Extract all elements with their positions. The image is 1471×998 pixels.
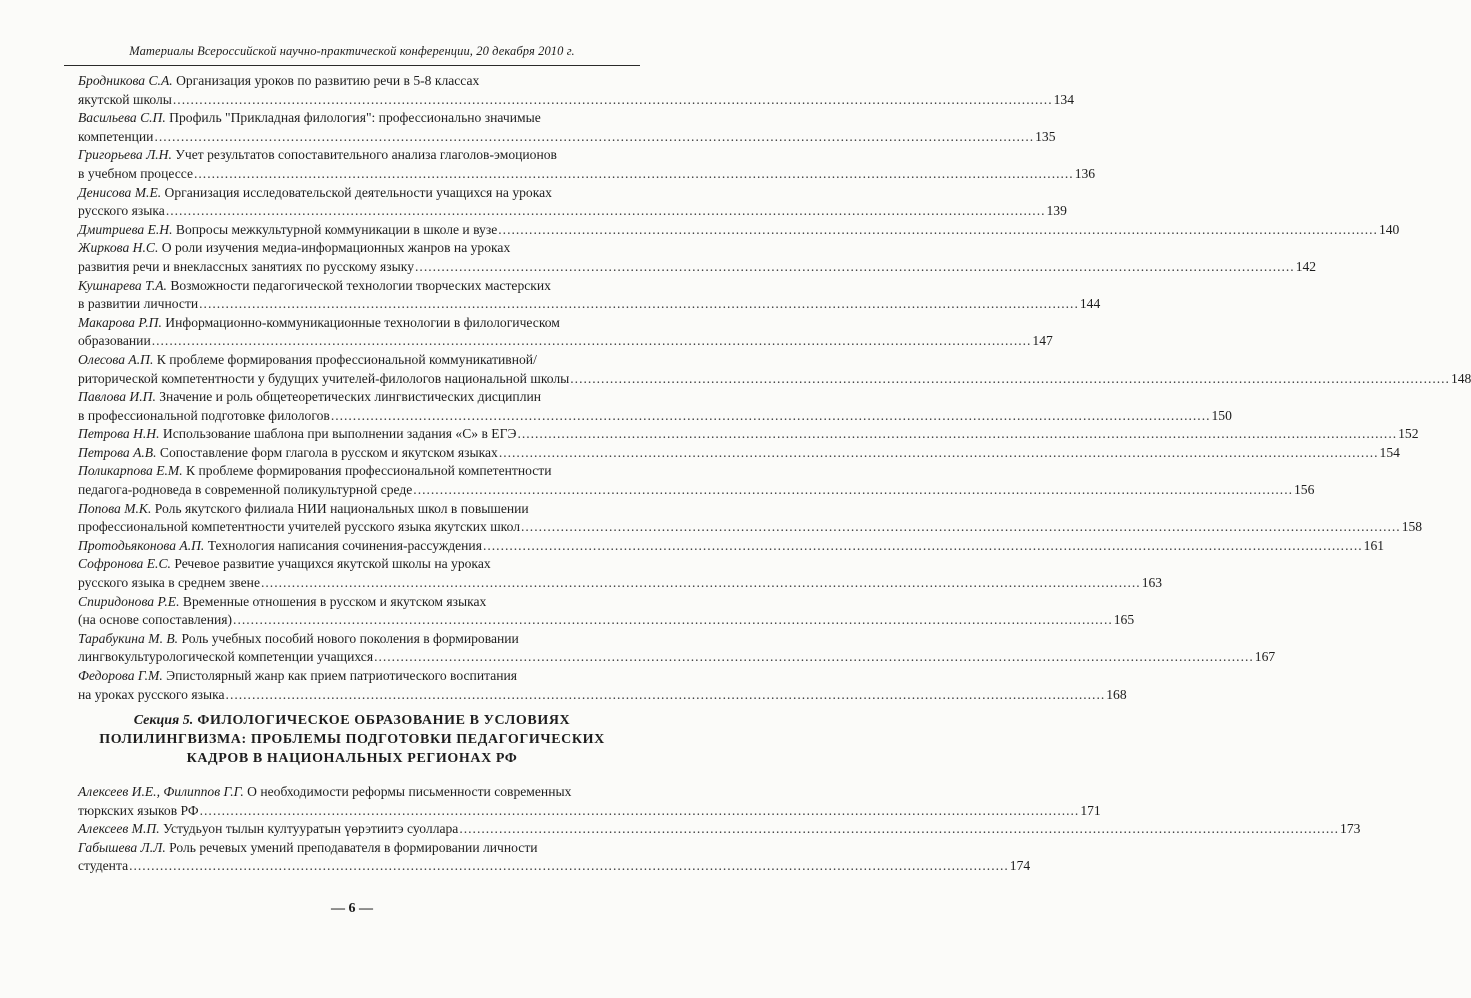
toc-entry-title-cont: развития речи и внеклассных занятиях по русскому языку xyxy=(78,258,415,274)
toc-entry-title: Возможности педагогической технологии творческих мастерских xyxy=(166,277,551,293)
dot-leader: ........................................................................................................................................................................................................ xyxy=(261,575,1141,591)
toc-entry-line xyxy=(78,351,626,370)
toc-entry-title-cont: студента xyxy=(78,858,129,874)
toc-entry-line xyxy=(78,839,626,858)
toc-entry-title-start xyxy=(78,425,516,444)
toc-entry-page: 173 xyxy=(1340,821,1361,837)
toc-entry-author: Тарабукина М. В. xyxy=(78,630,179,646)
section-label: Секция 5. xyxy=(133,713,194,728)
toc-entry-author: Спиридонова Р.Е. xyxy=(78,593,180,609)
toc-entry-title: Сопоставление форм глагола в русском и якутском языках xyxy=(156,444,498,460)
toc-entry-title-start xyxy=(78,631,519,646)
dot-leader: ........................................................................................................................................................................................................ xyxy=(225,686,1106,702)
toc-entry-title: Значение и роль общетеоретических лингвистических дисциплин xyxy=(155,389,542,405)
toc-entry-line xyxy=(78,574,1163,593)
toc-entry-title-start xyxy=(78,594,486,609)
toc-entry xyxy=(78,72,1074,109)
dot-leader: ........................................................................................................................................................................................................ xyxy=(330,407,1211,423)
dot-leader: ........................................................................................................................................................................................................ xyxy=(165,203,1046,219)
toc-entry-title: Технология написания сочинения-рассуждения xyxy=(204,537,482,553)
section-title-line3: КАДРОВ В НАЦИОНАЛЬНЫХ РЕГИОНАХ РФ xyxy=(186,751,518,766)
toc-entry xyxy=(78,314,1053,351)
toc-entry-line xyxy=(78,72,626,91)
toc-entry-author: Протодьяконова А.П. xyxy=(78,537,205,553)
toc-entry-title-cont: на уроках русского языка xyxy=(78,686,225,702)
toc-entry-title-start xyxy=(78,668,517,683)
toc-entry-author: Попова М.К. xyxy=(78,500,152,516)
dot-leader: ........................................................................................................................................................................................................ xyxy=(172,91,1053,107)
toc-entry-title-cont: тюркских языков РФ xyxy=(78,802,199,818)
toc-entry xyxy=(78,388,1232,425)
toc-entry-title-start xyxy=(78,784,571,799)
toc-entry-title-cont: в учебном процессе xyxy=(78,165,193,181)
toc-entry-line xyxy=(78,146,626,165)
dot-leader: ........................................................................................................................................................................................................ xyxy=(199,802,1080,818)
toc-entry-title-start xyxy=(78,537,482,556)
toc-entry-author: Алексеев И.Е., Филиппов Г.Г. xyxy=(78,784,244,799)
toc-entry-author: Денисова М.Е. xyxy=(78,184,162,200)
toc-entry-title-cont: компетенции xyxy=(78,128,154,144)
toc-entry-line xyxy=(78,332,1053,351)
toc-entry-line xyxy=(78,555,626,574)
toc-entry xyxy=(78,630,1276,667)
toc-entry-line xyxy=(78,444,1400,463)
toc-entry-title: Временные отношения в русском и якутском языках xyxy=(179,593,487,609)
toc-entry-page: 152 xyxy=(1398,426,1419,442)
toc-entry-line xyxy=(78,202,1067,221)
toc-entry-author: Олесова А.П. xyxy=(78,351,154,367)
dot-leader: ........................................................................................................................................................................................................ xyxy=(570,370,1450,386)
toc-entry-title-cont: русского языка xyxy=(78,203,165,219)
toc-entry-title-cont: в развитии личности xyxy=(78,296,199,312)
toc-entry xyxy=(78,667,1127,704)
toc-entry-line xyxy=(78,648,1276,667)
toc-entry-line xyxy=(78,593,626,612)
dot-leader: ........................................................................................................................................................................................................ xyxy=(459,821,1340,837)
toc-entry-author: Поликарпова Е.М. xyxy=(78,463,183,479)
toc-entry-line xyxy=(78,295,1101,314)
toc-entry-line xyxy=(78,184,626,203)
dot-leader: ........................................................................................................................................................................................................ xyxy=(415,258,1295,274)
toc-entry-page: 136 xyxy=(1074,165,1096,181)
toc-entry xyxy=(78,783,1101,820)
dot-leader: ........................................................................................................................................................................................................ xyxy=(498,221,1378,237)
toc-list-top xyxy=(78,72,1471,704)
toc-entry xyxy=(78,146,1096,183)
toc-list-bottom xyxy=(78,783,1361,876)
section-title-line1: ФИЛОЛОГИЧЕСКОЕ ОБРАЗОВАНИЕ В УСЛОВИЯХ xyxy=(197,713,571,728)
toc-entry-line xyxy=(78,91,1074,110)
toc-entry-line xyxy=(78,407,1232,426)
toc-entry-line xyxy=(78,686,1127,705)
toc-entry-title: Профиль "Прикладная филология": профессионально значимые xyxy=(165,110,541,126)
toc-entry-page: 171 xyxy=(1080,802,1101,818)
toc-entry-author: Алексеев М.П. xyxy=(78,821,160,837)
toc-entry-line xyxy=(78,462,626,481)
toc-entry-line xyxy=(78,425,1419,444)
dot-leader: ........................................................................................................................................................................................................ xyxy=(521,519,1401,535)
toc-entry-author: Федорова Г.М. xyxy=(78,668,163,683)
toc-entry-line xyxy=(78,128,1056,147)
toc-entry-title: О необходимости реформы письменности современных xyxy=(243,784,572,799)
toc-entry xyxy=(78,109,1056,146)
toc-entry-line xyxy=(78,783,626,802)
toc-entry xyxy=(78,221,1400,240)
toc-entry xyxy=(78,820,1361,839)
toc-entry-author: Кушнарева Т.А. xyxy=(78,277,167,293)
toc-entry-author: Григорьева Л.Н. xyxy=(78,147,172,163)
toc-entry-title: Роль речевых умений преподавателя в формировании личности xyxy=(165,839,538,855)
toc-entry-author: Макарова Р.П. xyxy=(78,314,162,330)
toc-entry-title: Организация исследовательской деятельности учащихся на уроках xyxy=(161,184,552,200)
dot-leader: ........................................................................................................................................................................................................ xyxy=(194,165,1074,181)
toc-entry-title-start xyxy=(78,501,529,516)
toc-entry-title-start xyxy=(78,840,538,855)
toc-entry-line xyxy=(78,314,626,333)
dot-leader: ........................................................................................................................................................................................................ xyxy=(129,858,1009,874)
toc-entry-title: Учет результатов сопоставительного анализа глаголов-эмоционов xyxy=(171,147,557,163)
dot-leader: ........................................................................................................................................................................................................ xyxy=(154,128,1035,144)
toc-entry-author: Васильева С.П. xyxy=(78,110,166,126)
toc-entry-title-start xyxy=(78,278,551,293)
dot-leader: ........................................................................................................................................................................................................ xyxy=(199,296,1079,312)
toc-entry-author: Дмитриева Е.Н. xyxy=(78,221,173,237)
toc-entry-line xyxy=(78,802,1101,821)
toc-entry-page: 139 xyxy=(1046,203,1067,219)
toc-entry-line xyxy=(78,820,1361,839)
toc-entry xyxy=(78,425,1419,444)
toc-entry-title-start xyxy=(78,820,458,839)
toc-entry-title-cont: якутской школы xyxy=(78,91,172,107)
toc-entry-line xyxy=(78,277,626,296)
toc-entry-title-start xyxy=(78,315,560,330)
dot-leader: ........................................................................................................................................................................................................ xyxy=(151,333,1032,349)
section-heading xyxy=(78,711,626,768)
toc-entry-title-cont: лингвокультурологической компетенции учащихся xyxy=(78,649,374,665)
toc-entry-title-start xyxy=(78,73,479,88)
dot-leader: ........................................................................................................................................................................................................ xyxy=(482,537,1363,553)
toc-entry-line xyxy=(78,518,1423,537)
toc-entry-title-start xyxy=(78,110,541,125)
toc-entry-page: 140 xyxy=(1378,221,1400,237)
toc-entry-title-start xyxy=(78,556,491,571)
toc-entry-author: Петрова Н.Н. xyxy=(78,426,160,442)
toc-entry-title: Устудьуон тылын култууратын үөрэтиитэ суоллара xyxy=(159,821,459,837)
toc-entry-page: 174 xyxy=(1009,858,1031,874)
toc-entry-title: К проблеме формирования профессиональной компетентности xyxy=(182,463,552,479)
toc-entry-title: Роль учебных пособий нового поколения в формировании xyxy=(178,630,519,646)
toc-entry-title-start xyxy=(78,147,557,162)
toc-entry-title-cont: образовании xyxy=(78,333,151,349)
toc-entry-title-cont: в профессиональной подготовке филологов xyxy=(78,407,330,423)
toc-entry-page: 156 xyxy=(1293,482,1315,498)
toc-entry xyxy=(78,444,1400,463)
toc-entry-page: 148 xyxy=(1450,370,1471,386)
toc-entry-title: Эпистолярный жанр как прием патриотического воспитания xyxy=(162,668,518,683)
running-header: Материалы Всероссийской научно-практической конференции, 20 декабря 2010 г. xyxy=(64,44,640,66)
toc-entry-line xyxy=(78,388,626,407)
toc-entry-title-start xyxy=(78,463,552,478)
toc-entry-title: Речевое развитие учащихся якутской школы на уроках xyxy=(170,556,491,572)
toc-entry-line xyxy=(78,537,1385,556)
toc-entry-author: Софронова Е.С. xyxy=(78,556,171,572)
toc-entry-author: Жиркова Н.С. xyxy=(78,240,159,256)
section-title-line2: ПОЛИЛИНГВИЗМА: ПРОБЛЕМЫ ПОДГОТОВКИ ПЕДАГОГИЧЕСКИХ xyxy=(99,732,605,747)
toc-entry-line xyxy=(78,611,1135,630)
toc-entry-page: 154 xyxy=(1379,444,1400,460)
toc-entry xyxy=(78,462,1315,499)
toc-entry-title: О роли изучения медиа-информационных жанров на уроках xyxy=(158,240,511,256)
toc-entry-line xyxy=(78,165,1096,184)
toc-entry xyxy=(78,537,1385,556)
toc-entry xyxy=(78,555,1163,592)
toc-entry-title: Организация уроков по развитию речи в 5-8 классах xyxy=(172,73,480,88)
toc-entry-title: К проблеме формирования профессиональной коммуникативной/ xyxy=(153,351,537,367)
toc-entry-line xyxy=(78,481,1315,500)
toc-entry-page: 158 xyxy=(1401,519,1423,535)
toc-entry-page: 167 xyxy=(1254,649,1276,665)
toc-entry-page: 150 xyxy=(1211,407,1232,423)
toc-entry xyxy=(78,500,1423,537)
toc-entry-title-cont: (на основе сопоставления) xyxy=(78,612,233,628)
toc-entry xyxy=(78,839,1031,876)
section-heading-line1 xyxy=(78,711,626,730)
toc-entry xyxy=(78,184,1067,221)
toc-entry-line xyxy=(78,221,1400,240)
toc-entry-title: Использование шаблона при выполнении задания «С» в ЕГЭ xyxy=(159,426,517,442)
toc-entry-title-start xyxy=(78,389,541,404)
dot-leader: ........................................................................................................................................................................................................ xyxy=(413,482,1293,498)
toc-entry-line xyxy=(78,500,626,519)
toc-entry xyxy=(78,351,1471,388)
toc-entry-author: Бродникова С.А. xyxy=(78,73,173,88)
toc-entry-author: Павлова И.П. xyxy=(78,389,156,405)
toc-entry xyxy=(78,239,1317,276)
toc-entry-title-start xyxy=(78,352,537,367)
toc-entry-page: 163 xyxy=(1141,575,1163,591)
toc-entry-title: Вопросы межкультурной коммуникации в школе и вузе xyxy=(172,221,498,237)
toc-entry-line xyxy=(78,258,1317,277)
toc-entry-title-cont: русского языка в среднем звене xyxy=(78,575,260,591)
toc-entry-title: Информационно-коммуникационные технологии в филологическом xyxy=(161,314,560,330)
toc-entry-page: 161 xyxy=(1363,537,1385,553)
toc-entry-author: Петрова А.В. xyxy=(78,444,157,460)
toc-entry-title-cont: педагога-родноведа в современной поликультурной среде xyxy=(78,482,413,498)
toc-entry-page: 134 xyxy=(1053,91,1074,107)
toc-entry-line xyxy=(78,109,626,128)
toc-entry-title-start xyxy=(78,221,497,240)
toc-entry-page: 144 xyxy=(1079,296,1101,312)
toc-entry-line xyxy=(78,630,626,649)
toc-entry-title-start xyxy=(78,185,552,200)
dot-leader: ........................................................................................................................................................................................................ xyxy=(498,444,1379,460)
dot-leader: ........................................................................................................................................................................................................ xyxy=(233,612,1113,628)
toc-entry-title-start xyxy=(78,444,498,463)
toc-entry xyxy=(78,593,1135,630)
toc-entry-title-cont: профессиональной компетентности учителей русского языка якутских школ xyxy=(78,519,520,535)
toc-entry-page: 142 xyxy=(1295,258,1317,274)
toc-entry-title-cont: риторической компетентности у будущих учителей-филологов национальной школы xyxy=(78,370,570,386)
dot-leader: ........................................................................................................................................................................................................ xyxy=(517,426,1398,442)
toc-entry-page: 135 xyxy=(1035,128,1056,144)
toc-entry-author: Габышева Л.Л. xyxy=(78,839,166,855)
toc-entry-title: Роль якутского филиала НИИ национальных школ в повышении xyxy=(151,500,529,516)
page-number: — 6 — xyxy=(331,901,373,916)
toc-entry-page: 168 xyxy=(1106,686,1127,702)
dot-leader: ........................................................................................................................................................................................................ xyxy=(374,649,1254,665)
toc-entry-page: 165 xyxy=(1113,612,1135,628)
toc-entry-line xyxy=(78,857,1031,876)
toc-entry-line xyxy=(78,370,1471,389)
toc-entry-line xyxy=(78,239,626,258)
toc-entry-page: 147 xyxy=(1032,333,1053,349)
toc-entry-title-start xyxy=(78,240,510,255)
toc-entry-line xyxy=(78,667,626,686)
toc-entry xyxy=(78,277,1101,314)
